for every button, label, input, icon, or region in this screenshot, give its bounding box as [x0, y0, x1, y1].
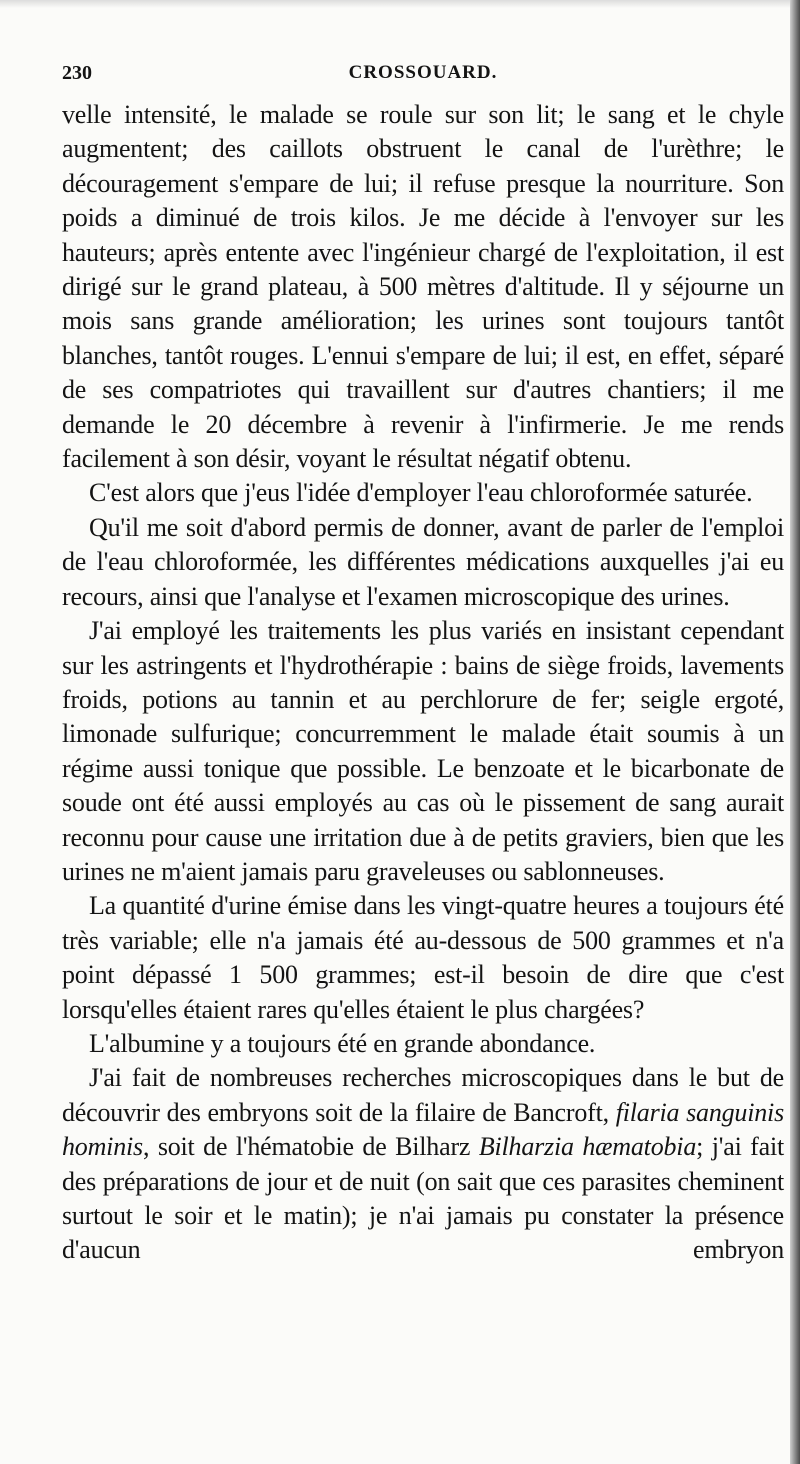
page-binding-edge: [790, 0, 800, 1464]
page-header: [62, 62, 784, 92]
paragraph: J'ai employé les traitements les plus variés en insistant cependant sur les astringents et l'hydrothérapie : bains de siège froids, lavements froids, potions au tannin et au perchlorure de fer; seigle ergoté, limonade sulfurique; concurremment le malade était soumis à un régime aussi tonique que possible. Le benzoate et le bicarbonate de soude ont été aussi employés au cas où le pissement de sang aurait reconnu pour cause une irritation due à de petits graviers, bien que les urines ne m'aient jamais paru graveleuses ou sablonneuses.: [62, 616, 784, 886]
paragraph: C'est alors que j'eus l'idée d'employer l'eau chloroformée saturée.: [89, 478, 753, 508]
paragraph: velle intensité, le malade se roule sur son lit; le sang et le chyle augmentent; des caillots obstruent le canal de l'urèthre; le découragement s'empare de lui; il refuse presque la nourriture. Son poids a diminué de trois kilos. Je me décide à l'envoyer sur les hauteurs; après entente avec l'ingénieur chargé de l'exploitation, il est dirigé sur le grand plateau, à 500 mètres d'altitude. Il y séjourne un mois sans grande amélioration; les urines sont toujours tantôt blanches, tantôt rouges. L'ennui s'empare de lui; il est, en effet, séparé de ses compatriotes qui travaillent sur d'autres chantiers; il me demande le 20 décembre à revenir à l'infirmerie. Je me rends facilement à son désir, voyant le résultat négatif obtenu.: [62, 100, 784, 474]
text-run: J'ai fait de nombreuses recherches microscopiques dans le but de découvrir des embryons soit de la filaire de Bancroft,: [62, 1063, 784, 1127]
page-number: 230: [62, 62, 92, 84]
paragraph: L'albumine y a toujours été en grande abondance.: [89, 1028, 596, 1058]
body-text: [62, 98, 784, 1268]
italic-term: filaria sanguinis hominis: [62, 1097, 784, 1162]
text-run: ; j'ai fait des préparations de jour et de nuit (on sait que ces parasites cheminent surtout le soir et le matin); je n'ai jamais pu constater la présence d'aucun embryon: [62, 1132, 785, 1265]
paragraph-last: [62, 1061, 784, 1267]
page-top-shadow: [0, 0, 800, 8]
running-head: CROSSOUARD.: [348, 62, 498, 83]
italic-term: Bilharzia hæmatobia: [478, 1132, 697, 1162]
paragraph: Qu'il me soit d'abord permis de donner, avant de parler de l'emploi de l'eau chloroformée, les différentes médications auxquelles j'ai eu recours, ainsi que l'analyse et l'examen microscopique des urines.: [62, 512, 784, 611]
text-run: , soit de l'hématobie de Bilharz: [142, 1132, 479, 1162]
paragraph: La quantité d'urine émise dans les vingt-quatre heures a toujours été très variable; elle n'a jamais été au-dessous de 500 grammes et n'a point dépassé 1 500 grammes; est-il besoin de dire que c'est lorsqu'elles étaient rares qu'elles étaient le plus chargées?: [62, 891, 784, 1024]
